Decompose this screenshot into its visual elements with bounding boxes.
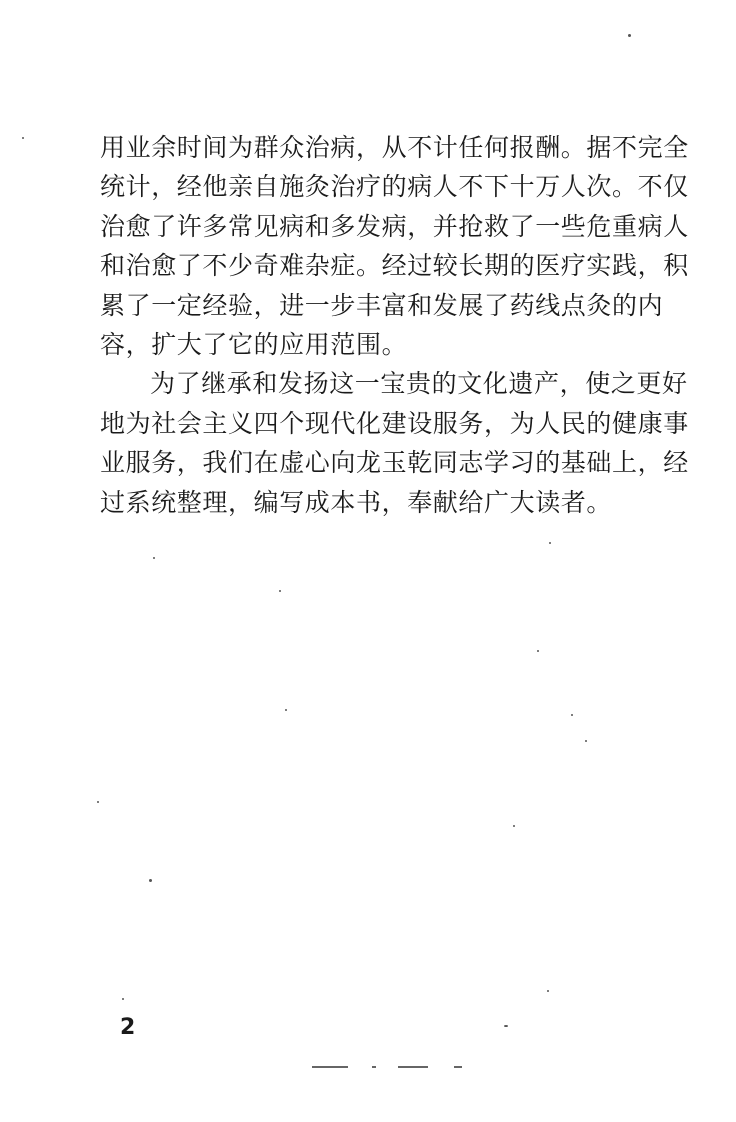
text-line: 累了一定经验，进一步丰富和发展了药线点灸的内 xyxy=(100,290,664,320)
scan-speck xyxy=(513,825,515,827)
scan-speck xyxy=(549,542,551,544)
scan-speck xyxy=(537,650,539,652)
scan-speck xyxy=(279,590,281,592)
scan-speck xyxy=(504,1025,508,1027)
scan-speck xyxy=(547,990,549,992)
scan-speck xyxy=(153,557,155,559)
text-line: 和治愈了不少奇难杂症。经过较长期的医疗实践，积 xyxy=(100,251,689,281)
scan-footer-marks xyxy=(312,1064,472,1070)
page-number: 2 xyxy=(120,1015,136,1040)
scan-speck xyxy=(22,137,24,139)
scan-speck xyxy=(122,998,124,1000)
scan-speck xyxy=(628,34,631,37)
text-line: 地为社会主义四个现代化建设服务，为人民的健康事 xyxy=(100,408,689,438)
body-text xyxy=(100,132,689,526)
text-line: 统计，经他亲自施灸治疗的病人不下十万人次。不仅 xyxy=(100,172,689,202)
text-line: 用业余时间为群众治病，从不计任何报酬。据不完全 xyxy=(100,133,689,162)
scan-speck xyxy=(285,709,287,711)
paragraph-first-line: 为了继承和发扬这一宝贵的文化遗产，使之更好 xyxy=(150,369,688,399)
text-line: 业服务，我们在虚心向龙玉乾同志学习的基础上，经 xyxy=(100,448,689,478)
scan-speck xyxy=(149,879,152,882)
text-line: 容，扩大了它的应用范围。 xyxy=(100,329,408,359)
text-line: 治愈了许多常见病和多发病，并抢救了一些危重病人 xyxy=(100,211,689,241)
text-line: 过系统整理，编写成本书，奉献给广大读者。 xyxy=(100,487,613,517)
scan-speck xyxy=(571,714,573,716)
scan-speck xyxy=(585,740,587,742)
scan-speck xyxy=(97,801,99,803)
